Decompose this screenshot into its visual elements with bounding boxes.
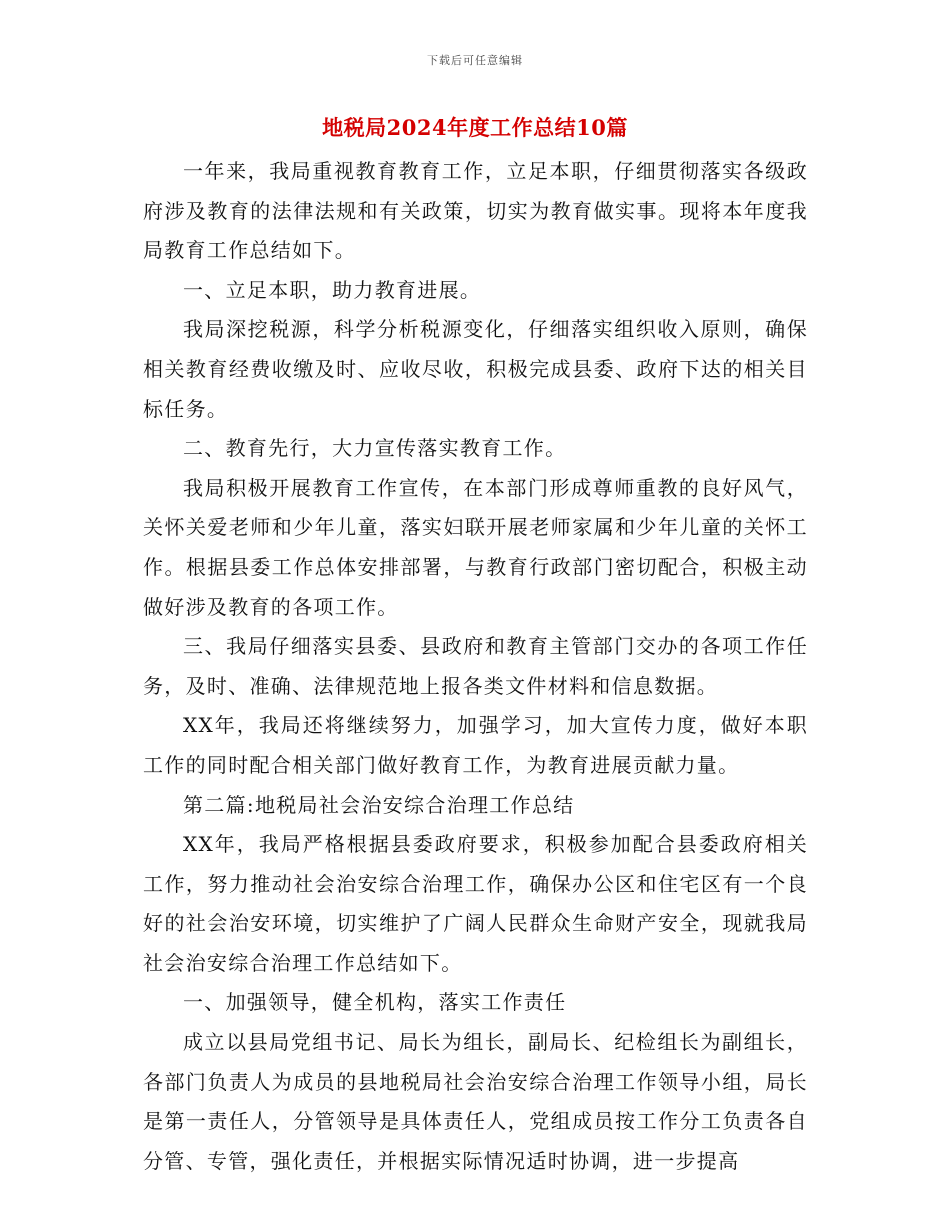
paragraph-security-intro: XX年，我局严格根据县委政府要求，积极参加配合县委政府相关工作，努力推动社会治安综合治理工作，确保办公区和住宅区有一个良好的社会治安环境，切实维护了广阔人民群众生命财产安全，现就我局社会治安综合治理工作总结如下。	[143, 832, 808, 975]
header-note: 下载后可任意编辑	[427, 54, 523, 67]
paragraph-section-2-title: 第二篇:地税局社会治安综合治理工作总结	[183, 792, 575, 817]
document-body	[143, 152, 808, 1181]
paragraph-heading-2: 二、教育先行，大力宣传落实教育工作。	[183, 436, 567, 461]
paragraph-security-heading-1: 一、加强领导，健全机构，落实工作责任	[183, 990, 567, 1015]
paragraph-leadership-group: 成立以县局党组书记、局长为组长，副局长、纪检组长为副组长，各部门负责人为成员的县地税局社会治安综合治理工作领导小组，局长是第一责任人，分管领导是具体责任人，党组成员按工作分工负责各自分管、专管，强化责任，并根据实际情况适时协调，进一步提高	[143, 1030, 808, 1173]
document-title: 地税局2024年度工作总结10篇	[322, 115, 628, 140]
paragraph-intro: 一年来，我局重视教育教育工作，立足本职，仔细贯彻落实各级政府涉及教育的法律法规和有关政策，切实为教育做实事。现将本年度我局教育工作总结如下。	[143, 159, 808, 263]
paragraph-heading-1: 一、立足本职，助力教育进展。	[183, 277, 482, 302]
paragraph-education-promotion: 我局积极开展教育工作宣传，在本部门形成尊师重教的良好风气，关怀关爱老师和少年儿童，落实妇联开展老师家属和少年儿童的关怀工作。根据县委工作总体安排部署，与教育行政部门密切配合，积极主动做好涉及教育的各项工作。	[143, 475, 808, 619]
paragraph-heading-3: 三、我局仔细落实县委、县政府和教育主管部门交办的各项工作任务，及时、准确、法律规范地上报各类文件材料和信息数据。	[143, 634, 808, 698]
paragraph-tax-source: 我局深挖税源，科学分析税源变化，仔细落实组织收入原则，确保相关教育经费收缴及时、应收尽收，积极完成县委、政府下达的相关目标任务。	[143, 317, 808, 421]
paragraph-next-year: XX年，我局还将继续努力，加强学习，加大宣传力度，做好本职工作的同时配合相关部门做好教育工作，为教育进展贡献力量。	[143, 713, 808, 777]
